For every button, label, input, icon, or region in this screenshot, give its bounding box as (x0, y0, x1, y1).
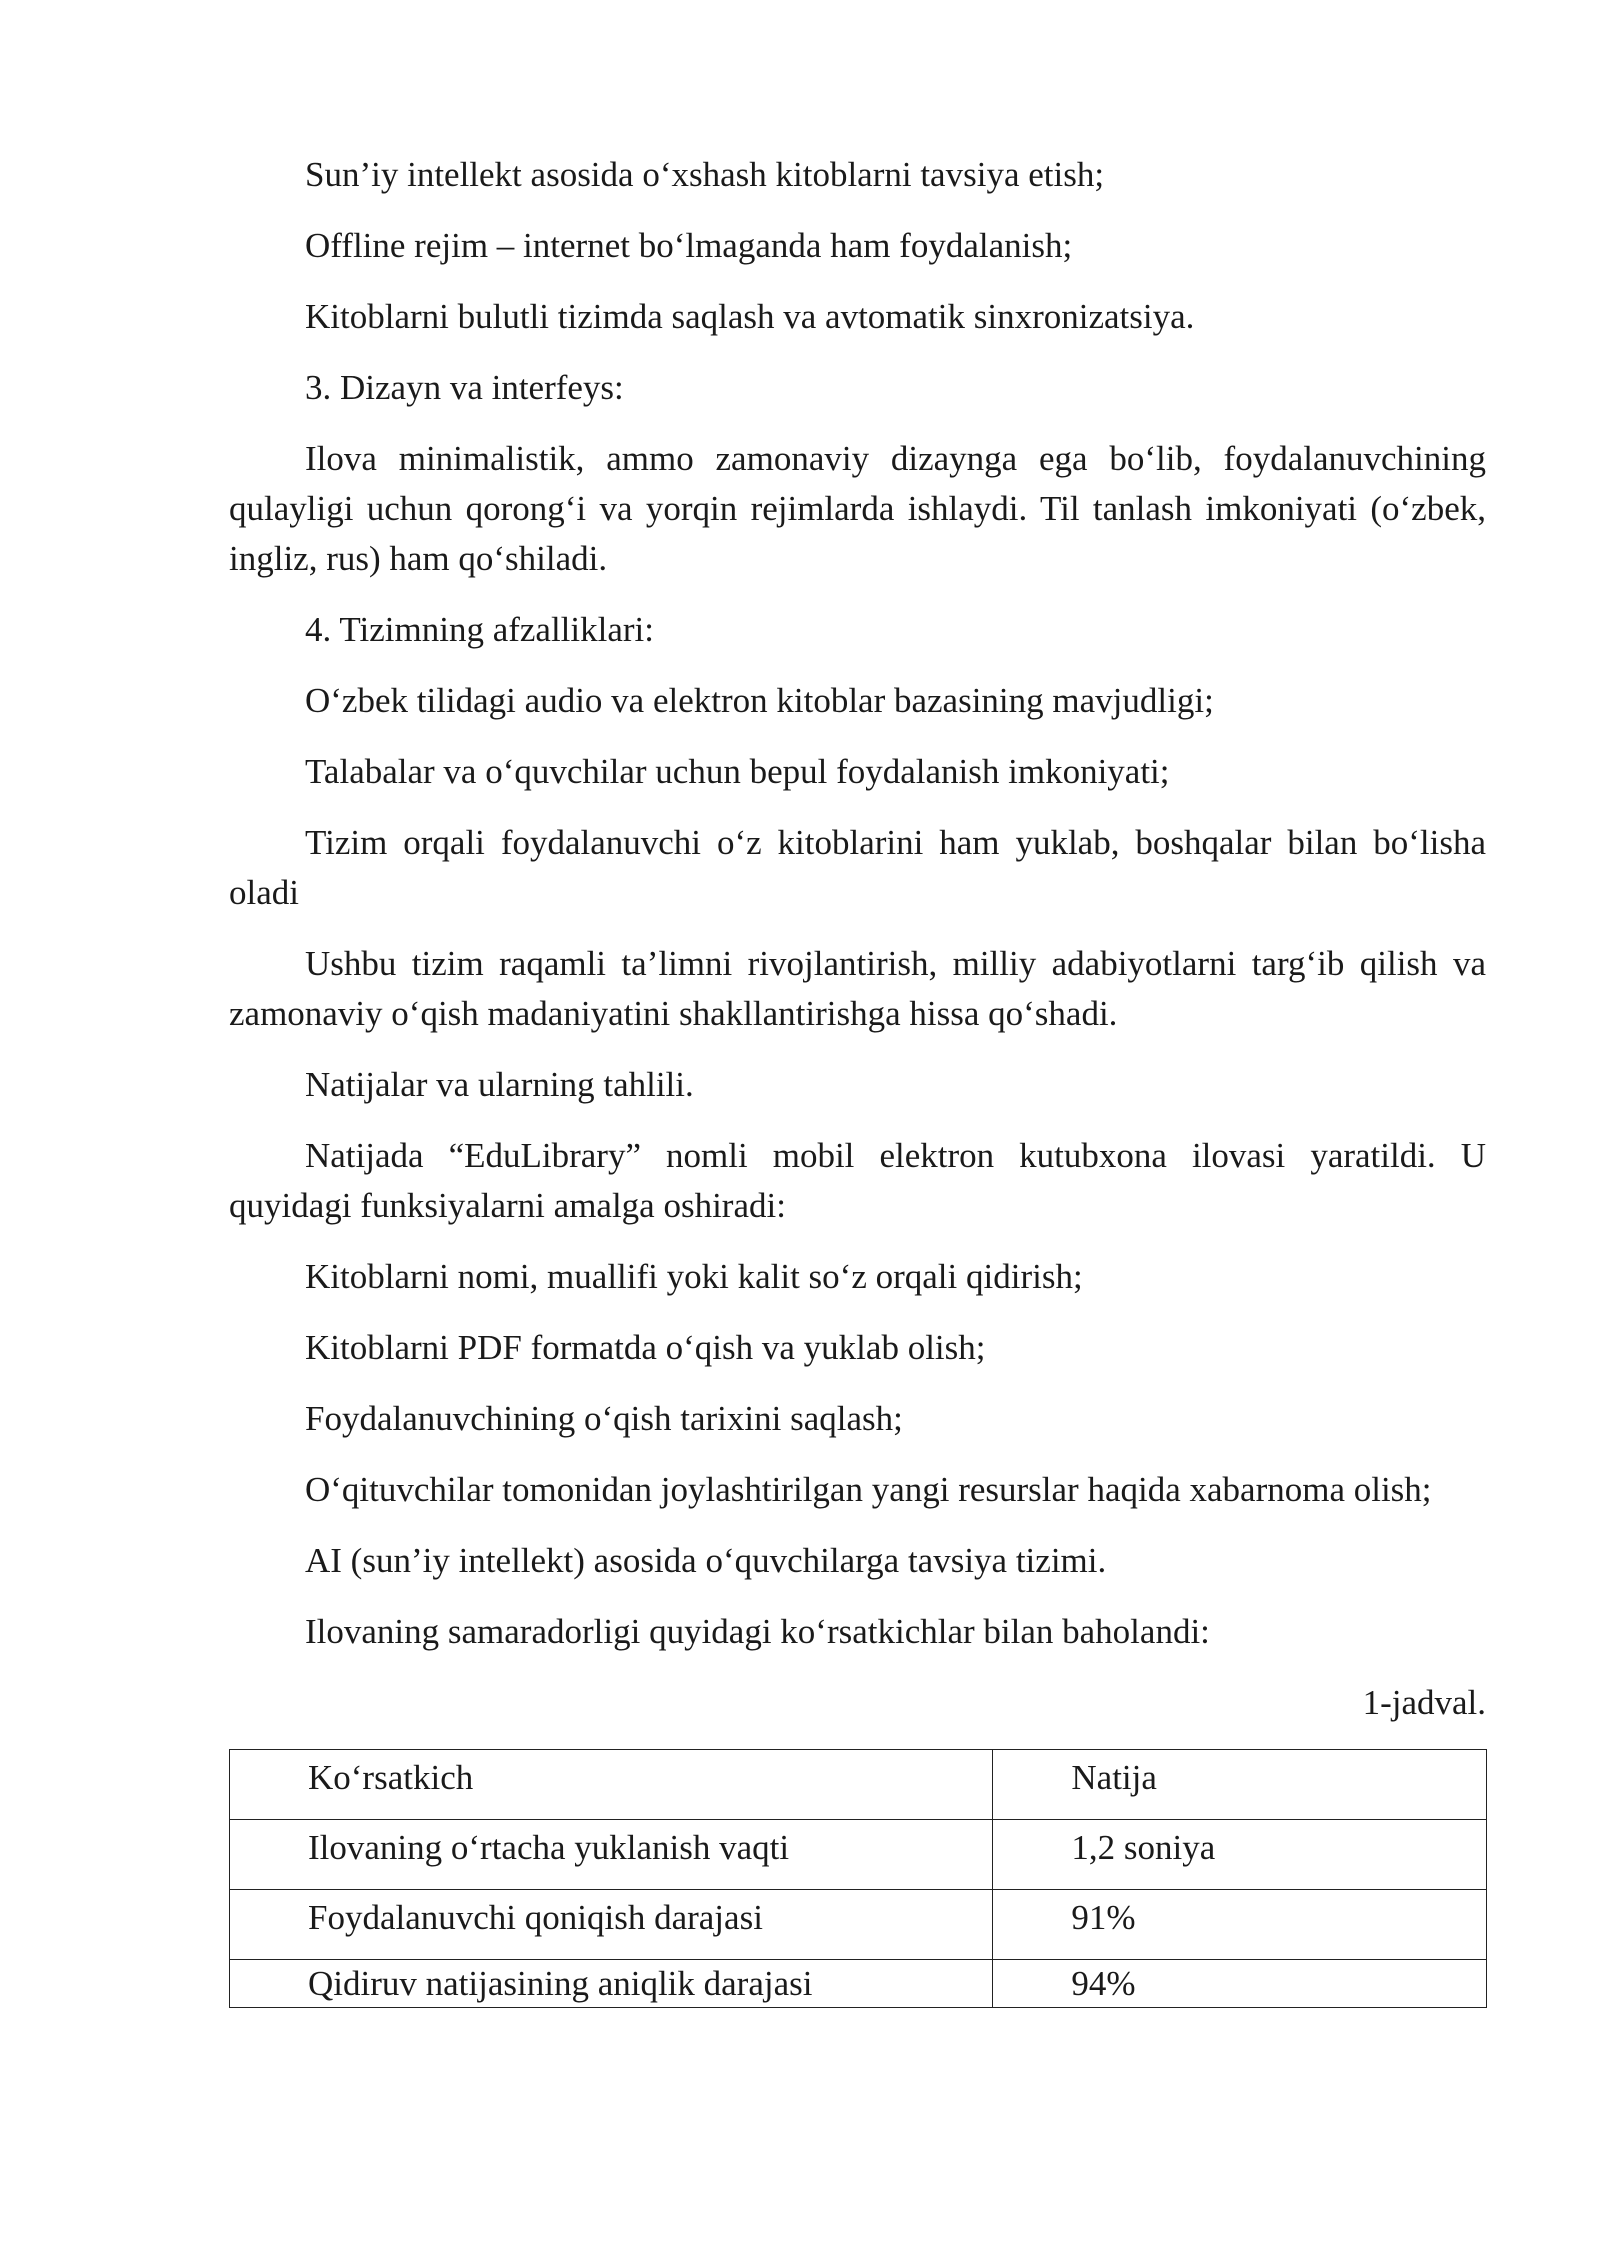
section-heading-design: 3. Dizayn va interfeys: (305, 368, 624, 407)
paragraph-user-upload: Tizim orqali foydalanuvchi o‘z kitoblarini ham yuklab, boshqalar bilan bo‘lisha oladi (229, 823, 1486, 912)
paragraph-design-description: Ilova minimalistik, ammo zamonaviy dizaynga ega bo‘lib, foydalanuvchining qulayligi uchun qorong‘i va yorqin rejimlarda ishlaydi. Til tanlash imkoniyati (o‘zbek, ingliz, rus) ham qo‘shiladi. (229, 439, 1486, 578)
table-cell: Qidiruv natijasining aniqlik darajasi (230, 1960, 993, 2008)
paragraph-pdf-feature: Kitoblarni PDF formatda o‘qish va yuklab olish; (305, 1328, 986, 1367)
section-heading-advantages: 4. Tizimning afzalliklari: (305, 610, 654, 649)
table-row (230, 1820, 1487, 1890)
paragraph-evaluation-intro: Ilovaning samaradorligi quyidagi ko‘rsatkichlar bilan baholandi: (305, 1612, 1210, 1651)
paragraph-free-access: Talabalar va o‘quvchilar uchun bepul foydalanish imkoniyati; (305, 752, 1170, 791)
table-cell: Foydalanuvchi qoniqish darajasi (230, 1890, 993, 1960)
paragraph-uzbek-library: O‘zbek tilidagi audio va elektron kitoblar bazasining mavjudligi; (305, 681, 1214, 720)
paragraph-offline-mode: Offline rejim – internet bo‘lmaganda ham foydalanish; (305, 226, 1073, 265)
paragraph-cloud-sync: Kitoblarni bulutli tizimda saqlash va avtomatik sinxronizatsiya. (305, 297, 1195, 336)
table-row (230, 1890, 1487, 1960)
document-page (229, 150, 1486, 2008)
paragraph-history-feature: Foydalanuvchining o‘qish tarixini saqlash; (305, 1399, 903, 1438)
table-caption: 1-jadval. (1362, 1683, 1486, 1722)
paragraph-notification-feature: O‘qituvchilar tomonidan joylashtirilgan yangi resurslar haqida xabarnoma olish; (305, 1470, 1432, 1509)
paragraph-ai-recommendation: Sun’iy intellekt asosida o‘xshash kitoblarni tavsiya etish; (305, 155, 1105, 194)
results-table (229, 1749, 1487, 2008)
table-header-cell: Natija (993, 1750, 1487, 1820)
paragraph-edulibrary-intro: Natijada “EduLibrary” nomli mobil elektron kutubxona ilovasi yaratildi. U quyidagi funksiyalarni amalga oshiradi: (229, 1136, 1486, 1225)
paragraph-system-contribution: Ushbu tizim raqamli ta’limni rivojlantirish, milliy adabiyotlarni targ‘ib qilish va zamonaviy o‘qish madaniyatini shakllantirishga hissa qo‘shadi. (229, 944, 1486, 1033)
section-heading-results: Natijalar va ularning tahlili. (305, 1065, 694, 1104)
table-cell: 1,2 soniya (993, 1820, 1487, 1890)
table-cell: 94% (993, 1960, 1487, 2008)
table-cell: Ilovaning o‘rtacha yuklanish vaqti (230, 1820, 993, 1890)
table-header-row (230, 1750, 1487, 1820)
paragraph-ai-feature: AI (sun’iy intellekt) asosida o‘quvchilarga tavsiya tizimi. (305, 1541, 1107, 1580)
paragraph-search-feature: Kitoblarni nomi, muallifi yoki kalit so‘z orqali qidirish; (305, 1257, 1083, 1296)
table-cell: 91% (993, 1890, 1487, 1960)
table-row (230, 1960, 1487, 2008)
table-header-cell: Ko‘rsatkich (230, 1750, 993, 1820)
